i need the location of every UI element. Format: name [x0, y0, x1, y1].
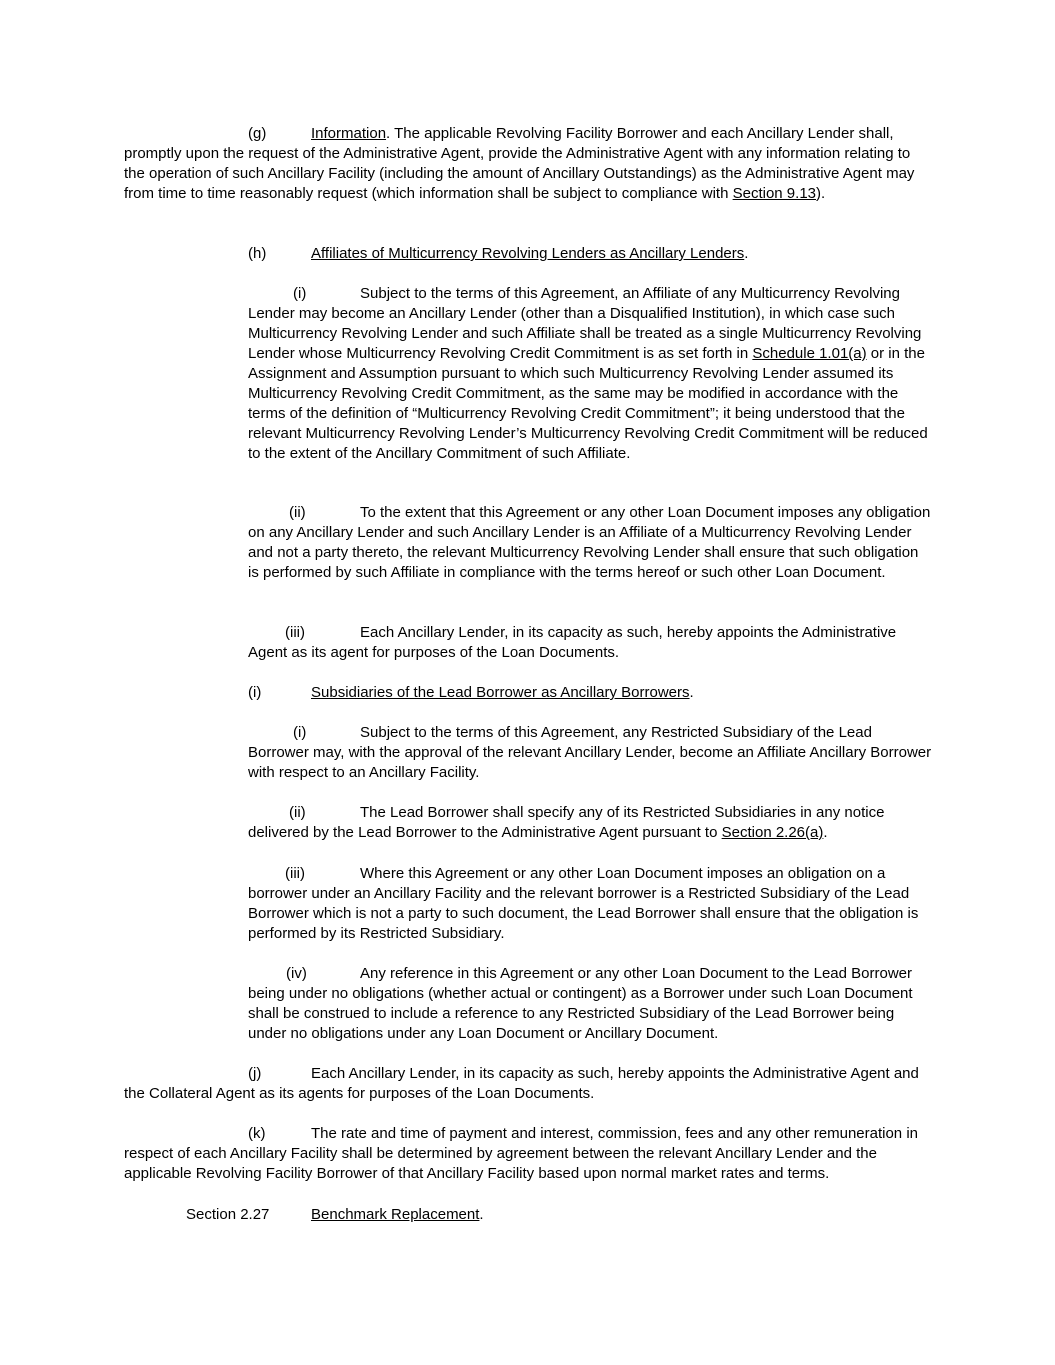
paragraph-label: (i) [248, 684, 262, 701]
paragraph-i-heading: (i) Subsidiaries of the Lead Borrower as Ancillary Borrowers. [248, 684, 694, 701]
subparagraph-i-iii [248, 864, 932, 944]
subparagraph-i-i [248, 723, 932, 783]
subparagraph-label: (ii) [289, 504, 306, 521]
subparagraph-text: Each Ancillary Lender, in its capacity as such, hereby appoints the Administrative Agent as its agent for purposes of the Loan Documents. [248, 624, 897, 661]
subparagraph-label: (i) [293, 285, 307, 302]
paragraph-j [124, 1064, 932, 1104]
paragraph-k [124, 1124, 932, 1184]
subparagraph-h-iii [248, 623, 932, 663]
subparagraph-h-i [248, 284, 932, 464]
subparagraph-label: (iv) [286, 965, 307, 982]
paragraph-label: (j) [248, 1065, 262, 1082]
paragraph-heading: Affiliates of Multicurrency Revolving Lenders as Ancillary Lenders [311, 245, 745, 262]
cross-reference: Schedule 1.01(a) [752, 345, 867, 362]
subparagraph-text: The Lead Borrower shall specify any of its Restricted Subsidiaries in any notice delivered by the Lead Borrower to the Administrative Agent pursuant to [248, 804, 885, 841]
subparagraph-text: To the extent that this Agreement or any other Loan Document imposes any obligation on any Ancillary Lender and such Ancillary Lender is an Affiliate of a Multicurrency Revolving Lender and not a party thereto, the relevant Multicurrency Revolving Lender shall ensure that such obligation is performed by such Affiliate in compliance with the terms hereof or such other Loan Document. [248, 504, 931, 581]
subparagraph-text: or in the Assignment and Assumption pursuant to which such Multicurrency Revolving Lender assumed its Multicurrency Revolving Credit Commitment, as the same may be modified in accordance with the terms of the definition of “Multicurrency Revolving Credit Commitment”; it being understood that the relevant Multicurrency Revolving Lender’s Multicurrency Revolving Credit Commitment will be reduced to the extent of the Ancillary Commitment of such Affiliate. [248, 345, 928, 462]
section-number: Section 2.27 [186, 1206, 270, 1223]
paragraph-text: The rate and time of payment and interest, commission, fees and any other remuneration in respect of each Ancillary Facility shall be determined by agreement between the relevant Ancillary Lender and the applicable Revolving Facility Borrower of that Ancillary Facility based upon normal market rates and terms. [124, 1125, 918, 1182]
paragraph-label: (k) [248, 1125, 266, 1142]
subparagraph-h-ii [248, 503, 932, 583]
subparagraph-text: Where this Agreement or any other Loan Document imposes an obligation on a borrower under an Ancillary Facility and the relevant borrower is a Restricted Subsidiary of the Lead Borrower which is not a party to such document, the Lead Borrower shall ensure that the obligation is performed by its Restricted Subsidiary. [248, 865, 919, 942]
subparagraph-text: . [823, 824, 828, 841]
subparagraph-text: Any reference in this Agreement or any other Loan Document to the Lead Borrower being under no obligations (whether actual or contingent) as a Borrower under such Loan Document shall be construed to include a reference to any Restricted Subsidiary of the Lead Borrower being under no obligations under any Loan Document or Ancillary Document. [248, 965, 913, 1042]
cross-reference: Section 9.13 [732, 185, 817, 202]
paragraph-g [124, 124, 932, 204]
subparagraph-text: Subject to the terms of this Agreement, any Restricted Subsidiary of the Lead Borrower may, with the approval of the relevant Ancillary Lender, become an Affiliate Ancillary Borrower with respect to an Ancillary Facility. [248, 724, 932, 781]
subparagraph-label: (iii) [285, 624, 305, 641]
subparagraph-text: Subject to the terms of this Agreement, an Affiliate of any Multicurrency Revolving Lender may become an Ancillary Lender (other than a Disqualified Institution), in which case such Multicurrency Revolving Lender and such Affiliate shall be treated as a single Multicurrency Revolving Lender whose Multicurrency Revolving Credit Commitment is as set forth in [248, 285, 922, 362]
paragraph-text: Each Ancillary Lender, in its capacity as such, hereby appoints the Administrative Agent and the Collateral Agent as its agents for purposes of the Loan Documents. [124, 1065, 919, 1102]
paragraph-text: ). [816, 185, 826, 202]
section-heading: Section 2.27 Benchmark Replacement. [186, 1206, 484, 1223]
section-title: Benchmark Replacement [311, 1206, 480, 1223]
paragraph-heading: Subsidiaries of the Lead Borrower as Ancillary Borrowers [311, 684, 690, 701]
paragraph-h-heading: (h) Affiliates of Multicurrency Revolving Lenders as Ancillary Lenders. [248, 245, 749, 262]
subparagraph-label: (iii) [285, 865, 305, 882]
paragraph-text: . The applicable Revolving Facility Borrower and each Ancillary Lender shall, promptly upon the request of the Administrative Agent, provide the Administrative Agent with any information relating to the operation of such Ancillary Facility (including the amount of Ancillary Outstandings) as the Administrative Agent may from time to time reasonably request (which information shall be subject to compliance with [124, 125, 915, 202]
subparagraph-label: (i) [293, 724, 307, 741]
subparagraph-i-iv [248, 964, 932, 1044]
paragraph-label: (h) [248, 245, 267, 262]
subparagraph-label: (ii) [289, 804, 306, 821]
paragraph-heading: Information [311, 125, 387, 142]
cross-reference: Section 2.26(a) [721, 824, 824, 841]
subparagraph-i-ii [248, 803, 932, 843]
paragraph-label: (g) [248, 125, 267, 142]
